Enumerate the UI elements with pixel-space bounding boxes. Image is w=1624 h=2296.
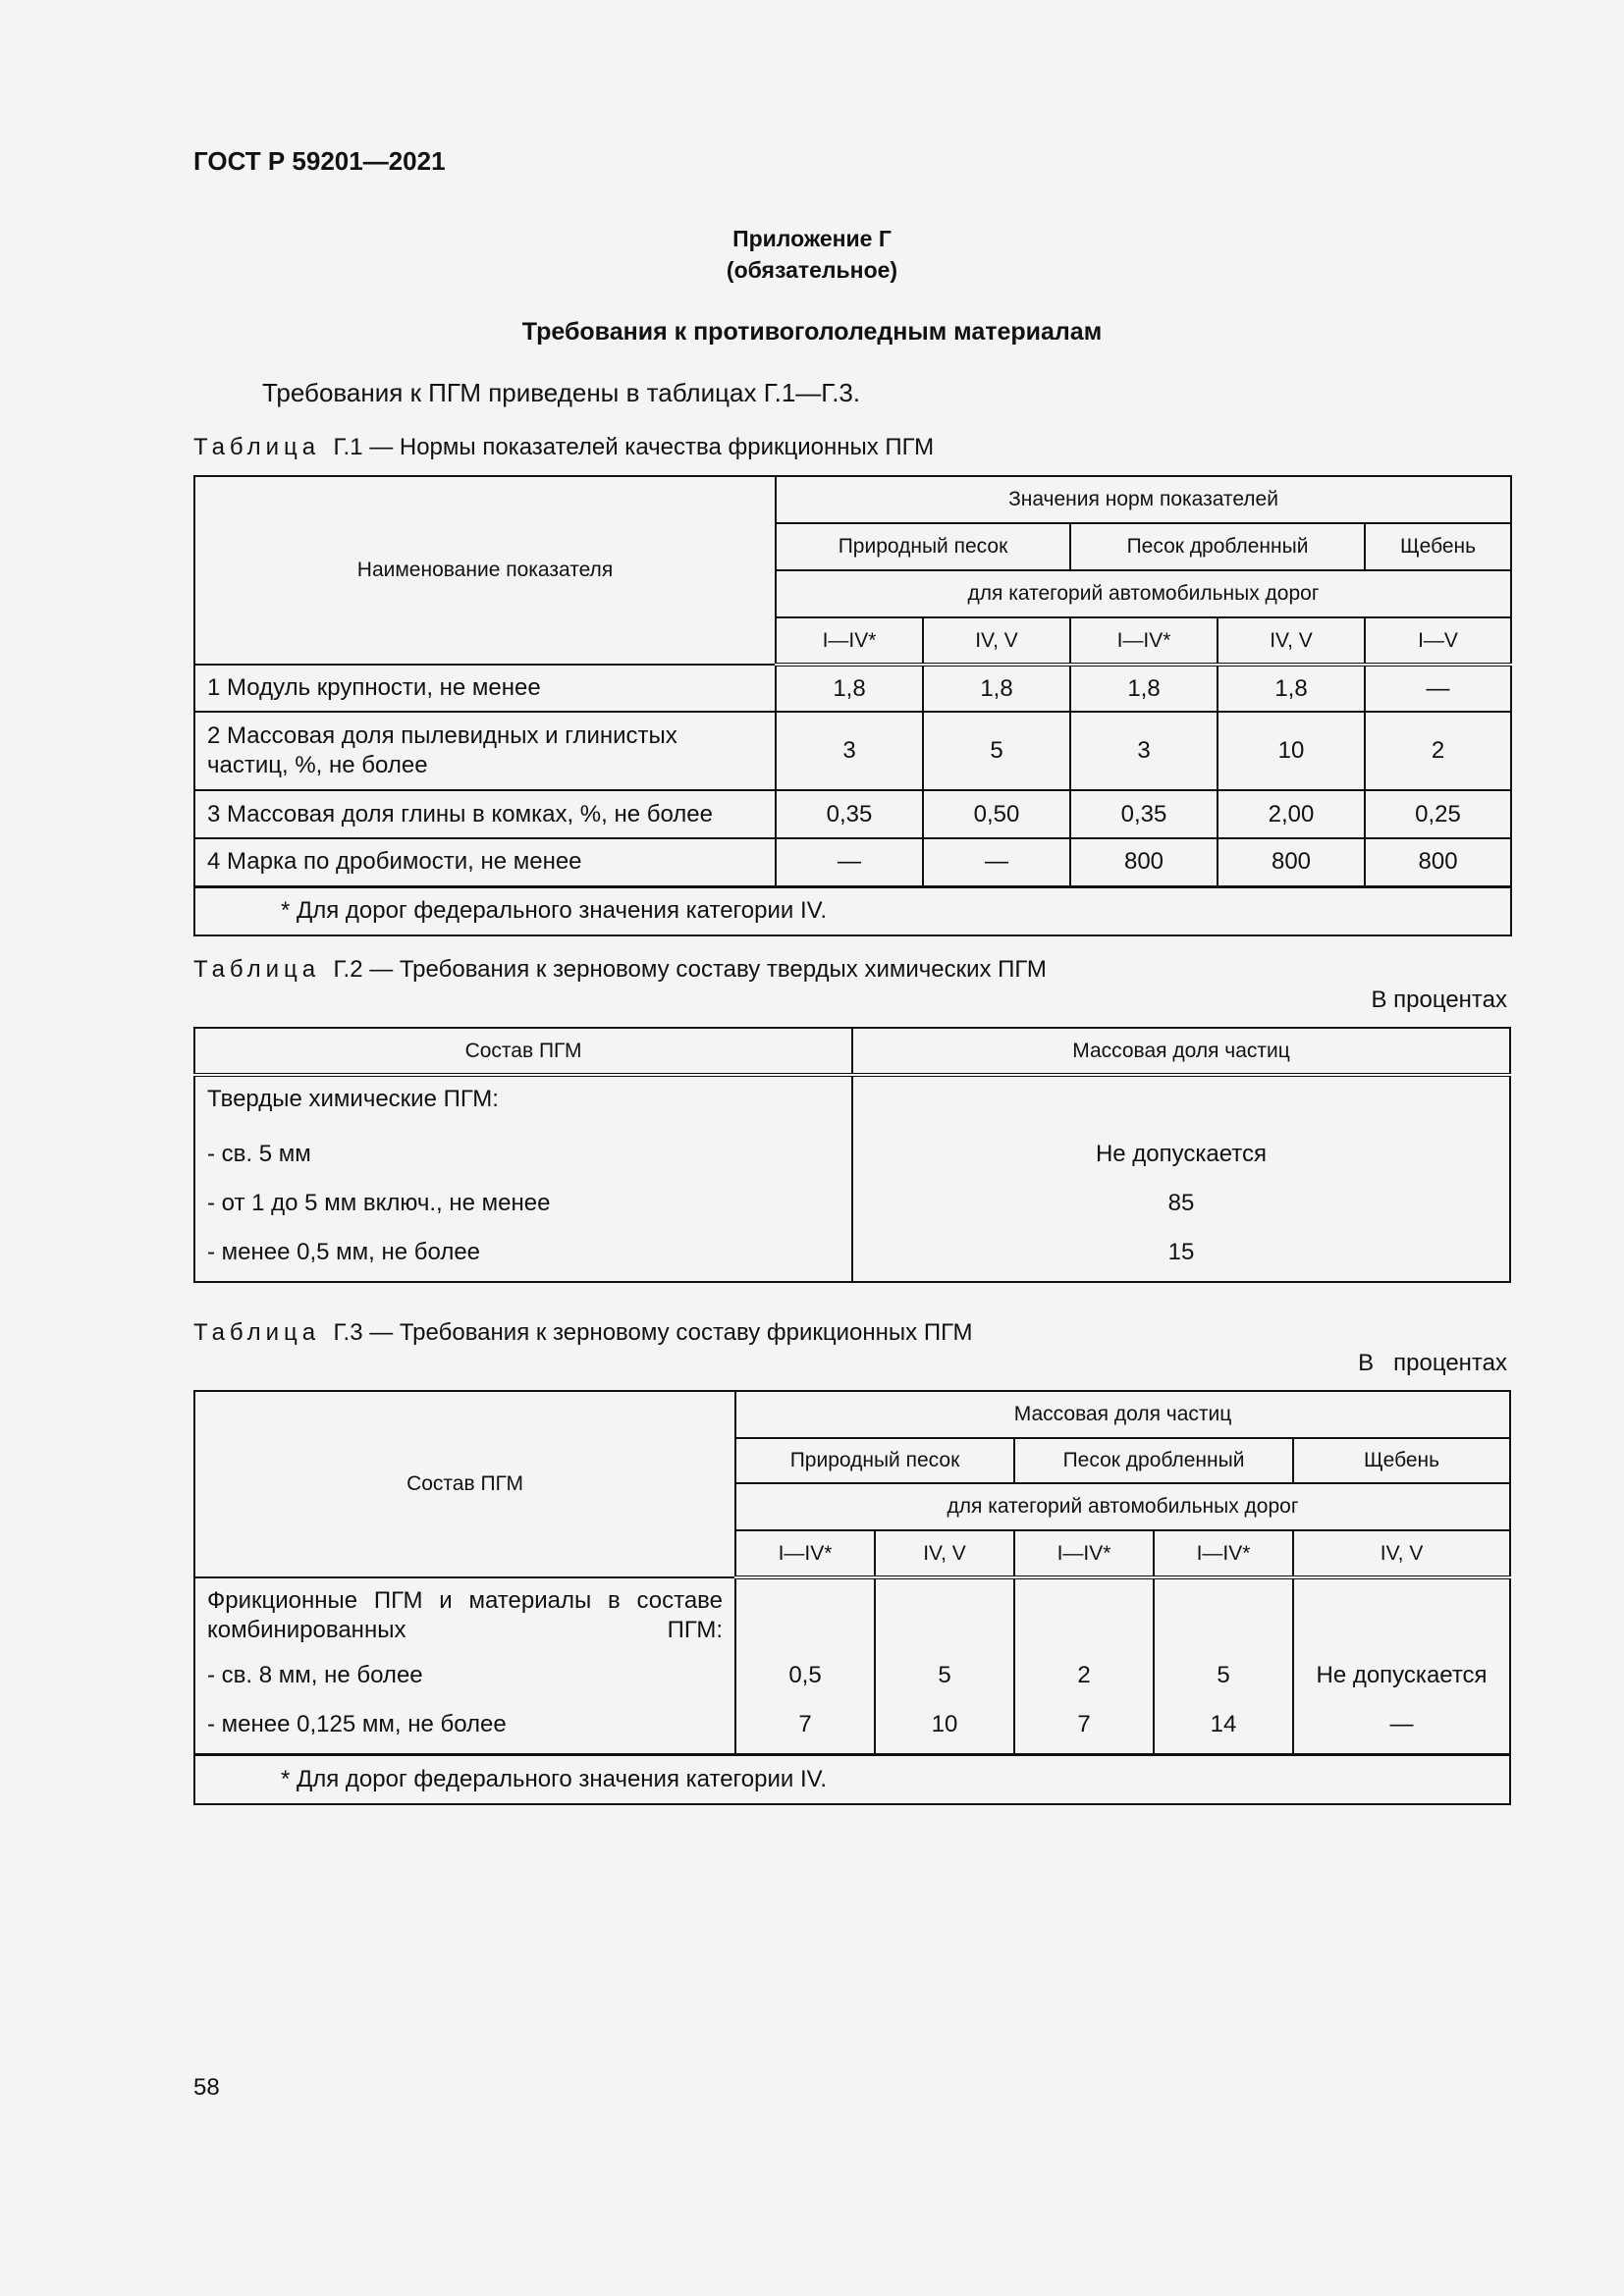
table3-header-composition: Состав ПГМ	[194, 1391, 735, 1577]
table3-subcol: I—IV*	[735, 1530, 875, 1577]
table2-row-name: - от 1 до 5 мм включ., не менее	[207, 1190, 551, 1216]
table3-values-col	[875, 1577, 1014, 1755]
table3-subcol: I—IV*	[1154, 1530, 1293, 1577]
table1-cell: 1,8	[923, 665, 1070, 712]
table1-cell: 10	[1218, 712, 1365, 790]
table1-row-name: 3 Массовая доля глины в комках, %, не более	[194, 790, 776, 838]
table3-subcol: I—IV*	[1014, 1530, 1154, 1577]
table3-cell: 5	[938, 1662, 951, 1688]
table3-group-gravel: Щебень	[1293, 1438, 1510, 1483]
table-g1	[193, 475, 1512, 936]
table-g2	[193, 1027, 1511, 1283]
table1-cell: 0,25	[1365, 790, 1511, 838]
table1-cell: 0,50	[923, 790, 1070, 838]
table3-subcol: IV, V	[875, 1530, 1014, 1577]
table3-values-col	[735, 1577, 875, 1755]
table3-names-cell	[194, 1577, 735, 1755]
table2-row-value: Не допускается	[1095, 1141, 1268, 1167]
table2-values-cell	[852, 1075, 1510, 1282]
table3-cell: 5	[1217, 1662, 1230, 1688]
table1-subcol: IV, V	[923, 617, 1070, 665]
table1-cell: 800	[1070, 838, 1218, 886]
table3-cell: 7	[1077, 1711, 1091, 1737]
table1-cell: 800	[1218, 838, 1365, 886]
table3-cell: —	[1389, 1711, 1414, 1737]
table3-cell: 7	[798, 1711, 812, 1737]
table3-row-name: - св. 8 мм, не более	[207, 1662, 423, 1688]
intro-paragraph: Требования к ПГМ приведены в таблицах Г.1—Г.3.	[262, 378, 861, 407]
table1-subcol: I—IV*	[776, 617, 923, 665]
appendix-title: Приложение Г	[732, 226, 892, 251]
table3-header-mass-fraction: Массовая доля частиц	[735, 1391, 1510, 1438]
table3-footnote: * Для дорог федерального значения категории IV.	[194, 1755, 1510, 1804]
table1-subcol: IV, V	[1218, 617, 1365, 665]
table1-group-crushed-sand: Песок дробленный	[1070, 523, 1365, 570]
page-number: 58	[193, 2074, 220, 2101]
table1-cell: 5	[923, 712, 1070, 790]
table1-cell: 3	[776, 712, 923, 790]
table1-cell: —	[776, 838, 923, 886]
table1-subcol: I—IV*	[1070, 617, 1218, 665]
table1-group-gravel: Щебень	[1365, 523, 1511, 570]
table2-row-value: 15	[1167, 1239, 1195, 1265]
table2-caption-prefix: Таблица	[193, 956, 321, 983]
table-row	[194, 790, 1511, 838]
table-g3	[193, 1390, 1511, 1805]
table1-cell: 800	[1365, 838, 1511, 886]
table1-cell: 1,8	[776, 665, 923, 712]
table2-row-name: - менее 0,5 мм, не более	[207, 1239, 481, 1265]
table1-cell: 0,35	[776, 790, 923, 838]
table1-cell: 2,00	[1218, 790, 1365, 838]
table1-cell: 0,35	[1070, 790, 1218, 838]
table3-caption-text: Г.3 — Требования к зерновому составу фрикционных ПГМ	[333, 1319, 973, 1346]
table3-group-crushed-sand: Песок дробленный	[1014, 1438, 1293, 1483]
table2-header-composition: Состав ПГМ	[194, 1028, 852, 1075]
table1-cell: 2	[1365, 712, 1511, 790]
table2-unit: В процентах	[1371, 987, 1507, 1013]
table3-group-label: Фрикционные ПГМ и материалы в составе комбинированных ПГМ:	[207, 1587, 723, 1643]
table3-cell: Не допускается	[1316, 1662, 1488, 1688]
table3-values-col	[1154, 1577, 1293, 1755]
table3-values-col	[1014, 1577, 1154, 1755]
table1-caption	[193, 434, 934, 461]
table1-cell: —	[1365, 665, 1511, 712]
table1-cell: —	[923, 838, 1070, 886]
table3-cell: 14	[1210, 1711, 1237, 1737]
table2-caption	[193, 956, 1047, 984]
table1-cell: 1,8	[1070, 665, 1218, 712]
table1-row-name: 1 Модуль крупности, не менее	[194, 665, 776, 712]
table2-group-label: Твердые химические ПГМ:	[207, 1086, 499, 1112]
table1-group-natural-sand: Природный песок	[776, 523, 1070, 570]
table3-unit: В процентах	[1358, 1350, 1507, 1376]
table3-caption-prefix: Таблица	[193, 1319, 321, 1346]
table3-subcol: IV, V	[1293, 1530, 1510, 1577]
table3-cell: 0,5	[788, 1662, 822, 1688]
document-id: ГОСТ Р 59201—2021	[193, 146, 446, 176]
table2-caption-text: Г.2 — Требования к зерновому составу твердых химических ПГМ	[333, 956, 1047, 983]
table2-header-mass-fraction: Массовая доля частиц	[852, 1028, 1510, 1075]
table1-row-name: 2 Массовая доля пылевидных и глинистых частиц, %, не более	[194, 712, 776, 790]
table3-values-col	[1293, 1577, 1510, 1755]
appendix-status: (обязательное)	[726, 257, 898, 283]
section-title: Требования к противогололедным материалам	[521, 318, 1103, 346]
table1-caption-text: Г.1 — Нормы показателей качества фрикционных ПГМ	[333, 434, 935, 460]
table1-header-name: Наименование показателя	[194, 476, 776, 665]
table-row	[194, 838, 1511, 886]
table1-cell: 3	[1070, 712, 1218, 790]
table2-row-name: - св. 5 мм	[207, 1141, 311, 1167]
table-row	[194, 665, 1511, 712]
table1-footnote: * Для дорог федерального значения категории IV.	[194, 886, 1511, 935]
table3-group-natural-sand: Природный песок	[735, 1438, 1014, 1483]
table3-cell: 2	[1077, 1662, 1091, 1688]
table3-categories-header: для категорий автомобильных дорог	[735, 1483, 1510, 1530]
table1-cell: 1,8	[1218, 665, 1365, 712]
table1-caption-prefix: Таблица	[193, 434, 321, 460]
table1-subcol: I—V	[1365, 617, 1511, 665]
table-row	[194, 712, 1511, 790]
table3-row-name: - менее 0,125 мм, не более	[207, 1711, 507, 1737]
table1-categories-header: для категорий автомобильных дорог	[776, 570, 1511, 617]
table1-header-values: Значения норм показателей	[776, 476, 1511, 523]
table2-names-cell	[194, 1075, 852, 1282]
table3-cell: 10	[931, 1711, 958, 1737]
table1-row-name: 4 Марка по дробимости, не менее	[194, 838, 776, 886]
table3-caption	[193, 1319, 973, 1347]
table2-row-value: 85	[1167, 1190, 1195, 1216]
